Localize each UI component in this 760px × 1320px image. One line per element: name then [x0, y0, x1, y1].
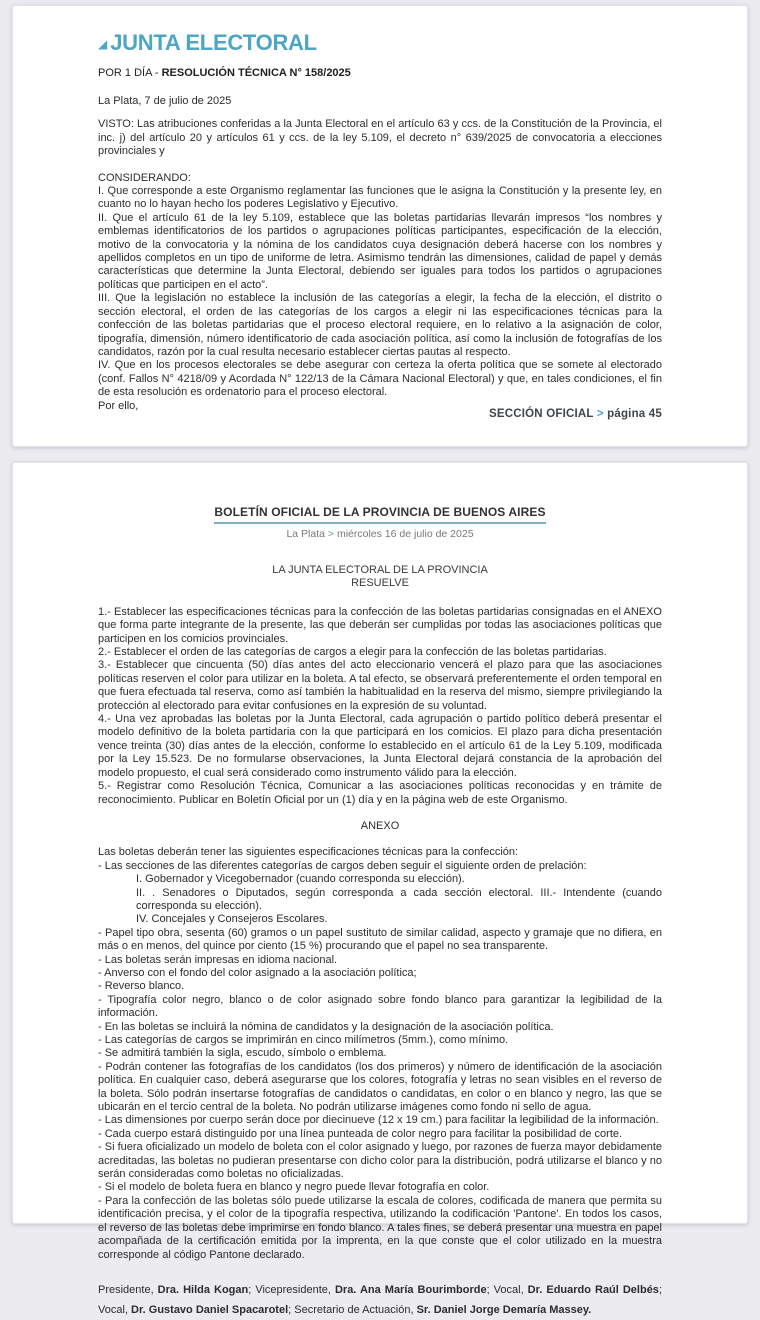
spec-item: - Para la confección de las boletas sólo puede utilizarse la escala de colores, codificada de manera que permita su identificación precisa, y el color de la tipografía respectiva, utilizando la codificación 'Pantone'. En todos los casos, el reverso de las boletas debe imprimirse en fondo blanco. A tales fines, se deberá presentar una muestra en papel acompañada de la certificación emitida por la imprenta, en la que conste que el color utilizado en la muestra corresponde al código Pantone declarado.	[98, 1194, 662, 1261]
resuelve-heading: RESUELVE	[351, 577, 409, 590]
spec-item: - En las boletas se incluirá la nómina de candidatos y la designación de la asociación política.	[98, 1020, 554, 1033]
por-ello-line: Por ello,	[98, 399, 139, 412]
anexo-prelacion-intro: - Las secciones de las diferentes categorías de cargos deben seguir el siguiente orden de prelación:	[98, 859, 587, 872]
spec-item: - Anverso con el fondo del color asignado a la asociación política;	[98, 966, 417, 979]
signature-separator: ;	[248, 1283, 256, 1296]
spec-item: - Las dimensiones por cuerpo serán doce por diecinueve (12 x 19 cm.) para facilitar la legibilidad de la información.	[98, 1114, 659, 1127]
prelacion-list	[98, 873, 662, 927]
spec-item: - Tipografía color negro, blanco o de color asignado sobre fondo blanco para garantizar la legibilidad de la información.	[98, 993, 662, 1020]
boletin-place: La Plata	[286, 528, 325, 540]
spec-item: - Si fuera oficializado un modelo de boleta con el color asignado y luego, por razones de fuerza mayor debidamente acreditadas, las boletas no pudieran presentarse con dicho color para la distribución, podrá utilizarse el blanco y no serán consideradas como boletas no oficializadas.	[98, 1141, 662, 1181]
boletin-date: miércoles 16 de julio de 2025	[336, 528, 474, 540]
chevron-separator-icon: >	[596, 408, 604, 420]
signature-separator: ;	[486, 1283, 494, 1296]
resolution-subtitle	[98, 67, 662, 79]
section-page-footer	[489, 408, 662, 420]
signature-role: Vicepresidente,	[255, 1283, 335, 1296]
resolution-page	[12, 5, 748, 447]
signature-role: Vocal,	[493, 1283, 528, 1296]
prelacion-item: IV. Concejales y Consejeros Escolares.	[136, 913, 328, 926]
spec-item: - Las boletas serán impresas en idioma nacional.	[98, 953, 338, 966]
signature-name: Dra. Ana María Bourimborde	[334, 1283, 487, 1296]
anexo-intro: Las boletas deberán tener las siguientes especificaciones técnicas para la confección:	[98, 846, 519, 859]
boletin-masthead: BOLETÍN OFICIAL DE LA PROVINCIA DE BUENOS AIRES	[214, 505, 545, 524]
logo-triangle-icon: ◢	[98, 37, 108, 51]
signature-role: Secretario de Actuación,	[294, 1303, 417, 1316]
resolution-item: 2.- Establecer el orden de las categorías de cargos a elegir para la confección de las boletas partidarias.	[98, 646, 607, 659]
chevron-separator-icon: >	[327, 528, 335, 540]
spec-item: - Podrán contener las fotografías de los candidatos (los dos primeros) y número de identificación de la asociación política. En cualquier caso, deberá asegurarse que los colores, fotografía y letras no sean visibles en el reverso de la boleta. Sólo podrán insertarse fotografías de candidatos o candidatas, en color o en blanco y negro, las que se ubicarán en el tercio central de la boleta. No podrán utilizarse imágenes como fondo ni sello de agua.	[98, 1060, 662, 1114]
prelacion-item: II. . Senadores o Diputados, según corresponda a cada sección electoral. III.- Intendente (cuando corresponda su elección).	[136, 886, 662, 912]
spec-item: - Papel tipo obra, sesenta (60) gramos o un papel sustituto de similar calidad, aspecto y gramaje que no difiera, en más o en menos, del quince por ciento (15 %) procurando que el papel no sea transparente.	[98, 926, 662, 953]
signature-name: Dra. Hilda Kogan	[157, 1283, 249, 1296]
spec-item: - Se admitirá también la sigla, escudo, símbolo o emblema.	[98, 1047, 387, 1060]
signature-separator: ;	[658, 1283, 662, 1296]
signature-name: Dr. Eduardo Raúl Delbés	[527, 1283, 659, 1296]
resolution-number: RESOLUCIÓN TÉCNICA N° 158/2025	[161, 67, 351, 79]
spec-item: - Reverso blanco.	[98, 980, 185, 993]
resolution-item: 4.- Una vez aprobadas las boletas por la Junta Electoral, cada agrupación o partido político deberá presentar el modelo definitivo de la boleta partidaria con la que participará en los comicios. El plazo para dicha presentación vence treinta (30) días antes de la elección, conforme lo establecido en el artículo 61 de la Ley 5.109, modificada por la Ley 15.523. De no formularse observaciones, la Junta Electoral dejará constancia de la aprobación del modelo propuesto, el cual será considerado como instrumento válido para la elección.	[98, 713, 662, 779]
page-number: página 45	[607, 408, 662, 420]
visto-paragraph: VISTO: Las atribuciones conferidas a la Junta Electoral en el artículo 63 y ccs. de la Constitución de la Provincia, el inc. j) del artículo 20 y artículos 61 y ccs. de la ley 5.109, el decreto n° 639/2025 de convocatoria a elecciones provinciales y	[98, 118, 662, 158]
spec-item: - Las categorías de cargos se imprimirán en cinco milímetros (5mm.), como mínimo.	[98, 1034, 509, 1046]
logo-text: JUNTA ELECTORAL	[110, 30, 317, 55]
resolutions-list	[98, 606, 662, 807]
spec-item: - Si el modelo de boleta fuera en blanco y negro puede llevar fotografía en color.	[98, 1181, 490, 1194]
publication-duration: POR 1 DÍA -	[98, 67, 162, 79]
resolution-item: 1.- Establecer las especificaciones técnicas para la confección de las boletas partidarias consignadas en el ANEXO que forma parte integrante de la presente, las que deberán ser cumplidas por todas las asociaciones políticas que participen en los comicios provinciales.	[98, 605, 662, 645]
considerando-item: IV. Que en los procesos electorales se debe asegurar con certeza la oferta política que se somete al electorado (conf. Fallos N° 4218/09 y Acordada N° 122/13 de la Cámara Nacional Electoral) y que, en tales condiciones, el fin de esta resolución es ordenatorio para el proceso electoral.	[98, 359, 662, 399]
specs-list	[98, 927, 662, 1262]
signature-role: Vocal,	[98, 1303, 132, 1316]
boletin-dateline	[98, 528, 662, 540]
signature-role: Presidente,	[98, 1283, 158, 1296]
prelacion-item: I. Gobernador y Vicegobernador (cuando corresponda su elección).	[136, 873, 465, 886]
signature-separator: ;	[288, 1303, 295, 1316]
considerando-label: CONSIDERANDO:	[98, 171, 191, 184]
dateline: La Plata, 7 de julio de 2025	[98, 95, 232, 107]
considerando-item: I. Que corresponde a este Organismo reglamentar las funciones que le asigna la Constitución y la presente ley, en cuanto no lo hayan hecho los poderes Legislativo y Ejecutivo.	[98, 185, 662, 211]
boletin-page	[12, 462, 748, 1316]
spec-item: - Cada cuerpo estará distinguido por una línea punteada de color negro para facilitar la posibilidad de corte.	[98, 1127, 623, 1140]
signature-name: Dr. Gustavo Daniel Spacarotel	[131, 1303, 289, 1316]
section-label: SECCIÓN OFICIAL	[489, 408, 594, 420]
resolution-item: 5.- Registrar como Resolución Técnica, Comunicar a las asociaciones políticas reconocidas y en trámite de reconocimiento. Publicar en Boletín Oficial por un (1) día y en la página web de este Organismo.	[98, 780, 662, 806]
considerando-item: III. Que la legislación no establece la inclusión de las categorías a elegir, la fecha de la elección, el distrito o sección electoral, el orden de las categorías de los cargos a elegir ni las especificaciones técnicas para la confección de las boletas partidarias que el proceso electoral requiere, en lo relativo a la asignación de color, tipografía, dimensión, número identificatorio de cada asociación política, así como la inclusión de fotografías de los candidatos, razón por la cual resulta necesario establecer ciertas pautas al respecto.	[98, 292, 662, 358]
signature-name: Sr. Daniel Jorge Demaría Massey.	[416, 1303, 592, 1316]
signature-block	[98, 1280, 662, 1320]
considerando-item: II. Que el artículo 61 de la ley 5.109, establece que las boletas partidarias llevarán impresos “los nombres y emblemas identificatorios de los partidos o agrupaciones políticas participantes, especificación de la elección, motivo de la convocatoria y la nómina de los candidatos cuya designación deberá hacerse con los nombres y apellidos completos en un tipo de uniforme de letra. Asimismo tendrán las dimensiones, calidad de papel y demás características que determine la Junta Electoral, debiendo ser iguales para todos los partidos o agrupaciones políticas que participen en el acto”.	[98, 211, 662, 291]
anexo-title: ANEXO	[360, 819, 400, 832]
issuing-body-heading: LA JUNTA ELECTORAL DE LA PROVINCIA	[272, 564, 488, 576]
junta-electoral-logo	[98, 30, 662, 56]
resolution-item: 3.- Establecer que cincuenta (50) días antes del acto eleccionario vencerá el plazo para que las asociaciones políticas reserven el color para utilizar en la boleta. A tal efecto, se observará preferentemente el orden temporal en que fuera efectuada tal reserva, como así también la habitualidad en la reserva del mismo, siempre privilegiando la protección al electorado para evitar confusiones en la expresión de su voluntad.	[98, 659, 662, 712]
